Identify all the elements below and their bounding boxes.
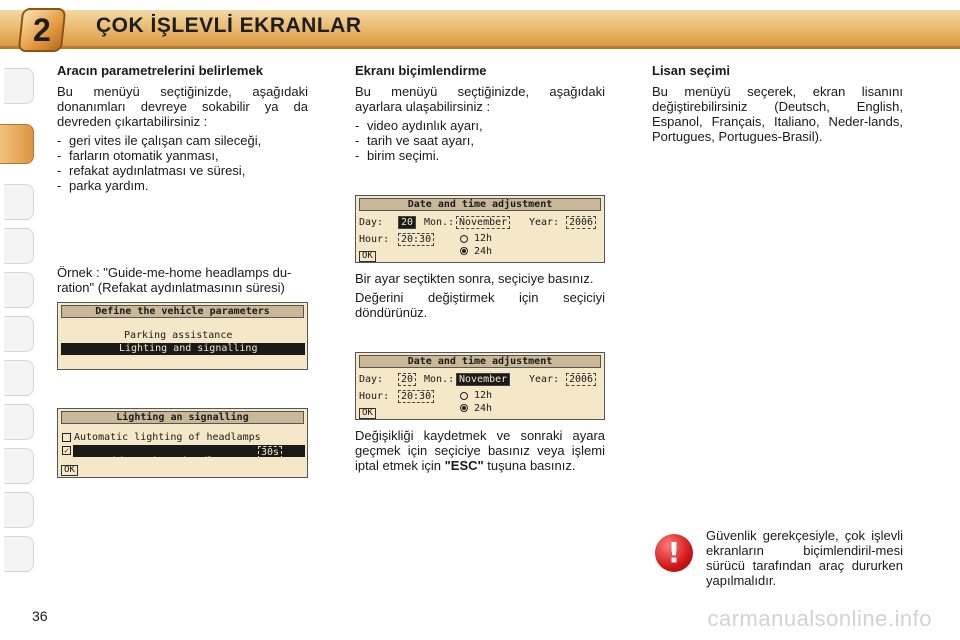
- year-field[interactable]: 2006: [566, 373, 596, 386]
- menu-item-parking-assistance[interactable]: Parking assistance: [124, 330, 233, 341]
- page-number: 36: [32, 608, 48, 624]
- checkbox-guide-me-home[interactable]: ✓: [62, 446, 71, 455]
- section-body: Bu menüyü seçerek, ekran lisanını değiştirebilirsiniz (Deutsch, English, Espanol, Français, Italiano, Neder-lands, Portugues, Portugues-Brasil).: [652, 84, 903, 144]
- instructions-select: [355, 271, 605, 324]
- duration-unit: s: [273, 447, 280, 458]
- month-label: Mon.:: [424, 374, 455, 385]
- radio-12h[interactable]: [460, 235, 468, 243]
- instruction-text: [355, 428, 605, 473]
- day-field[interactable]: 20: [398, 373, 416, 386]
- list-item: - birim seçimi.: [355, 148, 605, 163]
- day-label: Day:: [359, 374, 384, 385]
- hour-label: Hour:: [359, 391, 390, 402]
- radio-24h[interactable]: [460, 247, 468, 255]
- chapter-number: 2: [33, 11, 51, 48]
- radio-24h-label: 24h: [474, 246, 493, 257]
- esc-key-label: "ESC": [444, 458, 484, 473]
- chapter-tab[interactable]: [4, 184, 34, 220]
- menu-item-lighting-signalling[interactable]: Lighting and signalling: [61, 343, 305, 355]
- chapter-tab[interactable]: [4, 316, 34, 352]
- month-field[interactable]: November: [456, 216, 510, 229]
- screen-lighting: [57, 408, 308, 478]
- ok-button[interactable]: OK: [359, 408, 376, 419]
- day-label: Day:: [359, 217, 384, 228]
- screen-title: Date and time adjustment: [359, 355, 601, 368]
- list-item: - geri vites ile çalışan cam sileceği,: [57, 133, 308, 148]
- radio-12h[interactable]: [460, 392, 468, 400]
- list-item: - farların otomatik yanması,: [57, 148, 308, 163]
- radio-24h[interactable]: [460, 404, 468, 412]
- exclamation-icon: !: [655, 534, 693, 572]
- duration-field[interactable]: [258, 446, 282, 459]
- instruction-text: Değerini değiştirmek için seçiciyi döndürünüz.: [355, 290, 605, 320]
- screen-title: Date and time adjustment: [359, 198, 601, 211]
- section-heading: Aracın parametrelerini belirlemek: [57, 63, 263, 78]
- list-item: - tarih ve saat ayarı,: [355, 133, 605, 148]
- radio-12h-label: 12h: [474, 233, 493, 244]
- ok-button[interactable]: OK: [359, 251, 376, 262]
- chapter-tab[interactable]: [4, 272, 34, 308]
- section-heading: Lisan seçimi: [652, 63, 731, 78]
- chapter-tabs: [0, 60, 40, 580]
- warning-text: Güvenlik gerekçesiyle, çok işlevli ekranların biçimlendiril-mesi sürücü tarafından araç dururken yapılmalıdır.: [706, 528, 903, 588]
- instruction-save-text: Değişikliği kaydetmek ve sonraki ayara geçmek için seçiciye basınız veya işlemi iptal etmek için: [355, 428, 605, 473]
- chapter-tab[interactable]: [4, 492, 34, 528]
- screen-title: Lighting an signalling: [61, 411, 304, 424]
- example-caption: [57, 265, 308, 299]
- radio-12h-label: 12h: [474, 390, 493, 401]
- screen-datetime-2: [355, 352, 605, 420]
- feature-list: [57, 133, 308, 193]
- screen-vehicle-parameters: [57, 302, 308, 370]
- chapter-tab[interactable]: [4, 68, 34, 104]
- instruction-text: Bir ayar seçtikten sonra, seçiciye basınız.: [355, 271, 594, 286]
- list-item: - refakat aydınlatması ve süresi,: [57, 163, 308, 178]
- list-item: - parka yardım.: [57, 178, 308, 193]
- radio-24h-label: 24h: [474, 403, 493, 414]
- section-language: [652, 63, 903, 148]
- section-intro: Bu menüyü seçtiğinizde, aşağıdaki ayarlara ulaşabilirsiniz :: [355, 84, 605, 114]
- section-display-format: [355, 63, 605, 163]
- hour-field[interactable]: 20:30: [398, 390, 434, 403]
- year-label: Year:: [529, 374, 560, 385]
- section-heading: Ekranı biçimlendirme: [355, 63, 487, 78]
- chapter-tab[interactable]: [4, 360, 34, 396]
- chapter-badge: [18, 8, 67, 52]
- option-guide-me-home-label: Guide-me-home headlamps: [99, 456, 238, 467]
- duration-value: 30: [261, 447, 274, 458]
- month-field[interactable]: November: [456, 373, 510, 386]
- chapter-tab[interactable]: [4, 404, 34, 440]
- settings-list: [355, 118, 605, 163]
- checkbox-auto-lighting[interactable]: [62, 433, 71, 442]
- year-field[interactable]: 2006: [566, 216, 596, 229]
- example-text: Örnek : "Guide-me-home headlamps du-ration" (Refakat aydınlatmasının süresi): [57, 265, 292, 295]
- year-label: Year:: [529, 217, 560, 228]
- hour-label: Hour:: [359, 234, 390, 245]
- month-label: Mon.:: [424, 217, 455, 228]
- option-auto-lighting: Automatic lighting of headlamps: [74, 432, 261, 443]
- hour-field[interactable]: 20:30: [398, 233, 434, 246]
- screen-datetime-1: [355, 195, 605, 263]
- watermark: carmanualsonline.info: [707, 606, 932, 631]
- screen-title: Define the vehicle parameters: [61, 305, 304, 318]
- safety-warning: [706, 528, 903, 592]
- page-title: ÇOK İŞLEVLİ EKRANLAR: [96, 14, 362, 37]
- day-field[interactable]: 20: [398, 216, 416, 229]
- chapter-tab[interactable]: [4, 536, 34, 572]
- chapter-tab[interactable]: [4, 448, 34, 484]
- instruction-save-end: tuşuna basınız.: [487, 458, 576, 473]
- section-intro: Bu menüyü seçtiğinizde, aşağıdaki donanımları devreye sokabilir ya da devreden çıkartabilirsiniz :: [57, 84, 308, 129]
- chapter-tab[interactable]: [4, 228, 34, 264]
- header-rule: [0, 46, 960, 49]
- chapter-tab-active[interactable]: [0, 124, 34, 164]
- section-vehicle-parameters: [57, 63, 308, 193]
- ok-button[interactable]: OK: [61, 465, 78, 476]
- list-item: - video aydınlık ayarı,: [355, 118, 605, 133]
- instructions-save: [355, 428, 605, 477]
